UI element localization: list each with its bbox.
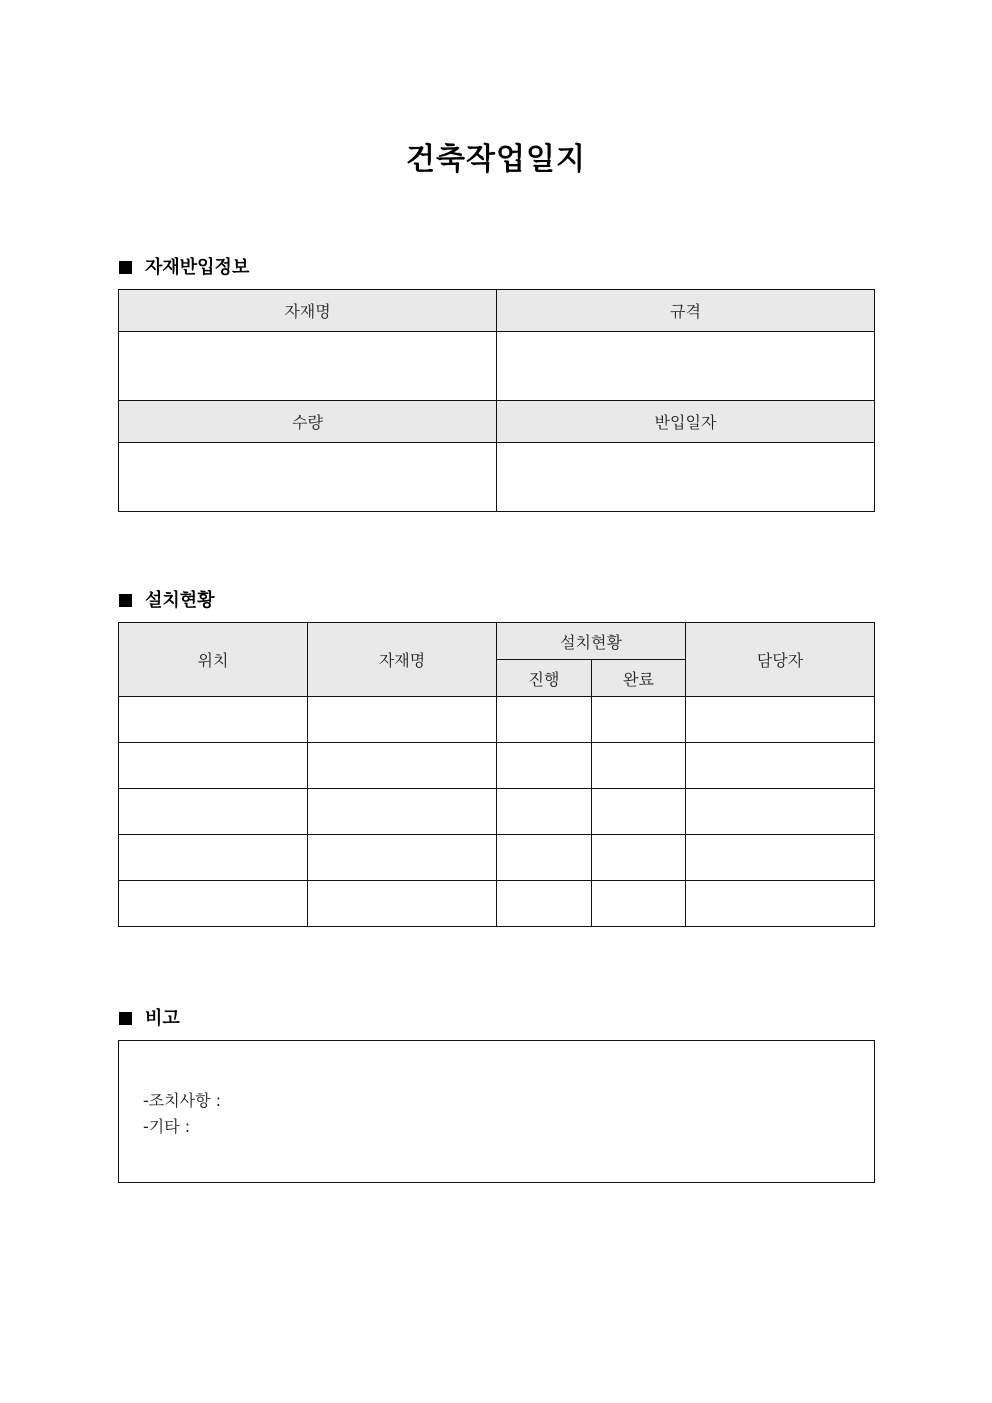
table-row [119,697,875,743]
header-completed: 완료 [592,660,686,697]
material-name-cell[interactable] [308,881,497,927]
location-cell[interactable] [119,835,308,881]
materials-table [118,289,875,512]
manager-cell[interactable] [686,789,875,835]
material-name-cell[interactable] [308,835,497,881]
location-cell[interactable] [119,697,308,743]
header-material-name: 자재명 [119,290,497,332]
table-row [119,789,875,835]
header-manager: 담당자 [686,623,875,697]
in-progress-cell[interactable] [497,743,592,789]
material-name-field[interactable] [119,332,497,401]
header-spec: 규격 [497,290,875,332]
manager-cell[interactable] [686,743,875,789]
header-material-name: 자재명 [308,623,497,697]
in-progress-cell[interactable] [497,789,592,835]
in-progress-cell[interactable] [497,835,592,881]
in-progress-cell[interactable] [497,697,592,743]
section-heading-label: 자재반입정보 [145,257,250,278]
delivery-date-field[interactable] [497,443,875,512]
header-location: 위치 [119,623,308,697]
completed-cell[interactable] [592,743,686,789]
material-name-cell[interactable] [308,697,497,743]
completed-cell[interactable] [592,697,686,743]
table-row [119,743,875,789]
header-in-progress: 진행 [497,660,592,697]
section-heading-label: 설치현황 [145,590,215,611]
header-delivery-date: 반입일자 [497,401,875,443]
quantity-field[interactable] [119,443,497,512]
in-progress-cell[interactable] [497,881,592,927]
table-row [119,835,875,881]
spec-field[interactable] [497,332,875,401]
black-square-icon [119,1012,132,1025]
section-heading-label: 비고 [145,1008,180,1029]
remarks-box[interactable] [118,1040,875,1183]
section-heading-materials [119,253,249,279]
black-square-icon [119,594,132,607]
material-name-cell[interactable] [308,789,497,835]
installation-table [118,622,875,927]
header-quantity: 수량 [119,401,497,443]
completed-cell[interactable] [592,835,686,881]
section-heading-remarks [119,1004,180,1030]
material-name-cell[interactable] [308,743,497,789]
header-install-status: 설치현황 [497,623,686,660]
document-title: 건축작업일지 [406,142,586,177]
manager-cell[interactable] [686,835,875,881]
table-row [119,881,875,927]
section-heading-installation [119,586,215,612]
location-cell[interactable] [119,881,308,927]
location-cell[interactable] [119,743,308,789]
completed-cell[interactable] [592,881,686,927]
remarks-other-line: -기타 : [143,1117,191,1136]
remarks-action-line: -조치사항 : [143,1091,222,1110]
completed-cell[interactable] [592,789,686,835]
location-cell[interactable] [119,789,308,835]
black-square-icon [119,261,132,274]
manager-cell[interactable] [686,881,875,927]
manager-cell[interactable] [686,697,875,743]
